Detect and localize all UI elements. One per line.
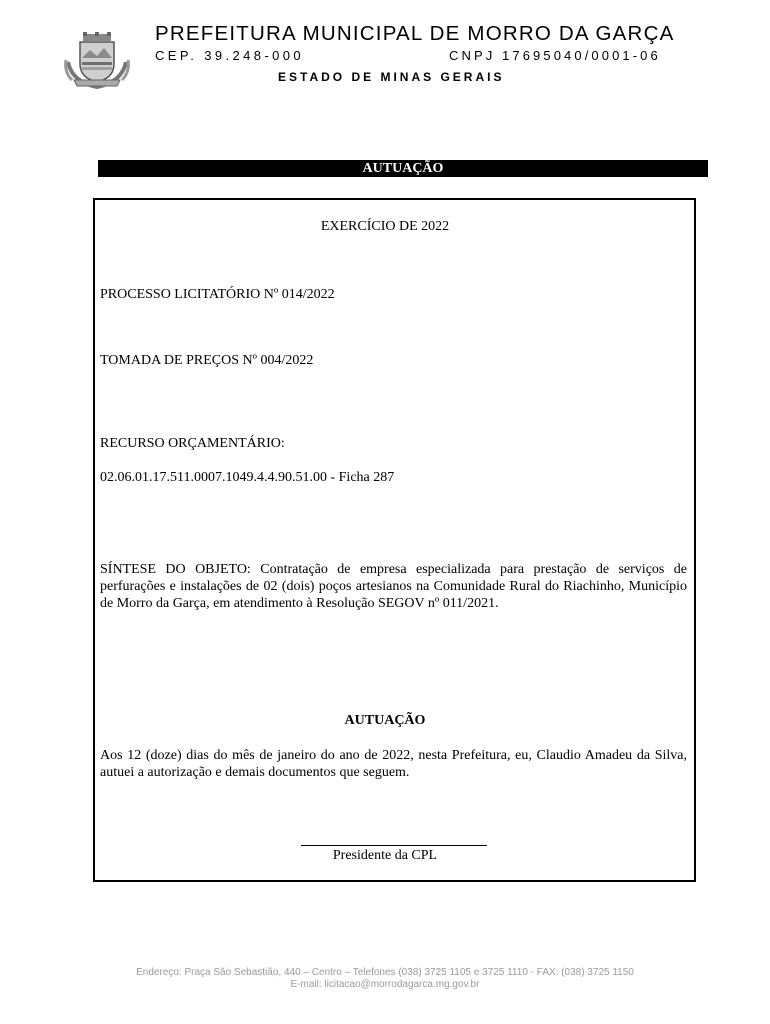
postal-code: CEP. 39.248-000 [155,48,305,63]
exercise-year: EXERCÍCIO DE 2022 [320,219,450,234]
signature-line [301,845,487,846]
budget-resource-label: RECURSO ORÇAMENTÁRIO: [100,436,285,451]
bidding-process-number: PROCESSO LICITATÓRIO Nº 014/2022 [100,287,335,302]
autuacao-statement: Aos 12 (doze) dias do mês de janeiro do ano de 2022, nesta Prefeitura, eu, Claudio Amadeu da Silva, autuei a autorização e demais documentos que seguem. [100,748,687,780]
budget-resource-code: 02.06.01.17.511.0007.1049.4.4.90.51.00 - Ficha 287 [100,470,395,485]
footer-address: Endereço: Praça São Sebastião, 440 – Centro – Telefones (038) 3725 1105 e 3725 1110 - FAX: (038) 3725 1150 [136,967,634,978]
section-banner-label: AUTUAÇÃO [362,161,444,176]
company-registry: CNPJ 17695040/0001-06 [449,48,661,63]
municipality-title: PREFEITURA MUNICIPAL DE MORRO DA GARÇA [155,22,675,45]
state-name: ESTADO DE MINAS GERAIS [278,70,505,84]
coat-of-arms-icon [62,32,132,90]
section-banner [98,160,708,177]
tender-number: TOMADA DE PREÇOS Nº 004/2022 [100,353,314,368]
signature-role: Presidente da CPL [332,848,438,863]
autuacao-heading: AUTUAÇÃO [344,713,426,728]
footer-email: E-mail: licitacao@morrodagarca.mg.gov.br [290,979,480,990]
object-summary: SÍNTESE DO OBJETO: Contratação de empresa especializada para prestação de serviços de perfurações e instalações de 02 (dois) poços artesianos na Comunidade Rural do Riachinho, Município de Morro da Garça, em atendimento à Resolução SEGOV nº 011/2021. [100,562,687,611]
